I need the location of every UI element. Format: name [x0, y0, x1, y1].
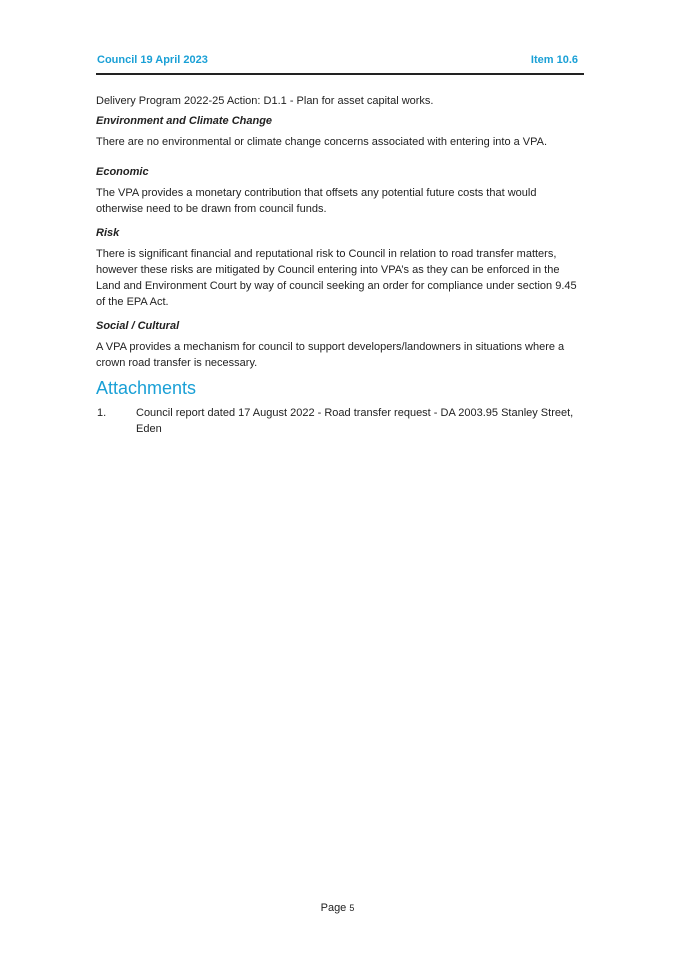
attachments-list	[96, 405, 584, 437]
delivery-program-text: Delivery Program 2022-25 Action: D1.1 - Plan for asset capital works.	[96, 95, 434, 107]
section-text: A VPA provides a mechanism for council to support developers/landowners in situations where a crown road transfer is necessary.	[96, 341, 565, 369]
attachment-text[interactable]: Council report dated 17 August 2022 - Road transfer request - DA 2003.95 Stanley Street, Eden	[136, 407, 574, 435]
section-environment	[96, 113, 584, 150]
header-divider	[96, 73, 584, 75]
section-text: There are no environmental or climate change concerns associated with entering into a VPA.	[96, 136, 548, 148]
attachment-number: 1.	[97, 407, 107, 419]
page-header	[96, 54, 584, 68]
section-text: The VPA provides a monetary contribution that offsets any potential future costs that would otherwise need to be drawn from council funds.	[96, 187, 537, 215]
section-economic	[96, 164, 584, 217]
meeting-title: Council 19 April 2023	[97, 54, 208, 66]
attachments-heading: Attachments	[96, 378, 197, 398]
section-heading: Social / Cultural	[96, 320, 180, 332]
section-social-cultural	[96, 318, 584, 371]
document-body	[96, 93, 584, 437]
page-label: Page	[320, 902, 347, 914]
item-number: Item 10.6	[530, 54, 578, 66]
attachment-item	[96, 405, 584, 437]
section-heading: Environment and Climate Change	[96, 115, 273, 127]
page-number: 5	[349, 903, 355, 913]
section-risk	[96, 225, 584, 310]
section-heading: Risk	[96, 227, 120, 239]
section-text: There is significant financial and reputational risk to Council in relation to road transfer matters, however these risks are mitigated by Council entering into VPA’s as they can be enforced in the Land and Environment Court by way of council seeking an order for compliance under section 9.45 of the EPA Act.	[96, 248, 577, 308]
page-footer	[0, 902, 675, 914]
section-heading: Economic	[96, 166, 149, 178]
